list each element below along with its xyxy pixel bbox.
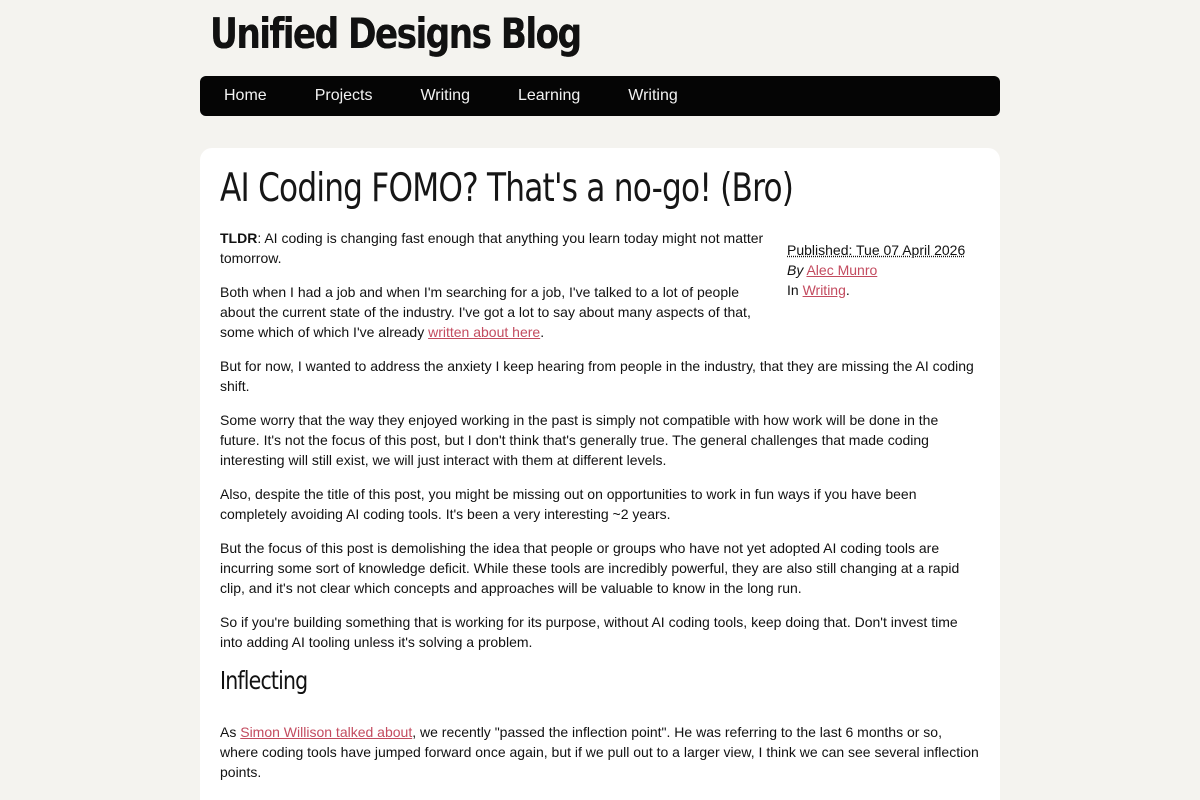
nav-writing-2[interactable]: Writing: [628, 87, 678, 104]
paragraph-8: [220, 722, 980, 782]
post-card: [200, 148, 1000, 800]
paragraph-8-suffix: , we recently "passed the inflection point". He was referring to the last 6 months or so, where coding tools have jumped forward once again, but if we pull out to a larger view, I think we can see several inflection points.: [220, 724, 979, 780]
main-navigation: [200, 76, 1000, 116]
nav-home[interactable]: Home: [224, 87, 267, 104]
paragraph-5: Also, despite the title of this post, you might be missing out on opportunities to work in fun ways if you have been completely avoiding AI coding tools. It's been a very interesting ~2 years.: [220, 486, 917, 522]
paragraph-2-suffix: .: [540, 324, 545, 340]
paragraph-7: So if you're building something that is working for its purpose, without AI coding tools, keep doing that. Don't invest time into adding AI tooling unless it's solving a problem.: [220, 614, 958, 650]
tldr-label: TLDR: [220, 230, 258, 246]
site-header: [200, 0, 1000, 76]
category-link[interactable]: Writing: [802, 282, 846, 298]
paragraph-2: [220, 282, 770, 342]
in-label: In: [787, 282, 799, 298]
post-body: [220, 228, 980, 796]
simon-willison-link[interactable]: Simon Willison talked about: [240, 724, 413, 740]
post-title: AI Coding FOMO? That's a no-go! (Bro): [220, 166, 794, 211]
paragraph-2-text: Both when I had a job and when I'm searching for a job, I've talked to a lot of people about the current state of the industry. I've got a lot to say about many aspects of that, some which of which I've already: [220, 284, 751, 340]
section-heading: Inflecting: [220, 666, 308, 695]
paragraph-3: But for now, I wanted to address the anxiety I keep hearing from people in the industry, that they are missing the AI coding shift.: [220, 358, 974, 394]
nav-learning[interactable]: Learning: [517, 87, 581, 104]
nav-writing[interactable]: Writing: [420, 87, 470, 104]
paragraph-6: But the focus of this post is demolishing the idea that people or groups who have not yet adopted AI coding tools are incurring some sort of knowledge deficit. While these tools are incredibly powerful, they are also still changing at a rapid clip, and it's not clear which concepts and approaches will be valuable to know in the long run.: [220, 540, 960, 596]
by-label: By: [787, 262, 804, 278]
category-suffix: .: [845, 282, 850, 298]
author-link[interactable]: Alec Munro: [806, 262, 878, 278]
site-title[interactable]: Unified Designs Blog: [210, 9, 581, 58]
nav-projects[interactable]: Projects: [314, 87, 373, 104]
published-date: Published: Tue 07 April 2026: [787, 242, 966, 258]
tldr-text: : AI coding is changing fast enough that anything you learn today might not matter tomorrow.: [220, 230, 764, 266]
written-about-link[interactable]: written about here: [428, 324, 541, 340]
paragraph-4: Some worry that the way they enjoyed working in the past is simply not compatible with how work will be done in the future. It's not the focus of this post, but I don't think that's generally true. The general challenges that made coding interesting will still exist, we will just interact with them at different levels.: [220, 412, 939, 468]
paragraph-8-prefix: As: [220, 724, 241, 740]
tldr-paragraph: [220, 228, 770, 268]
